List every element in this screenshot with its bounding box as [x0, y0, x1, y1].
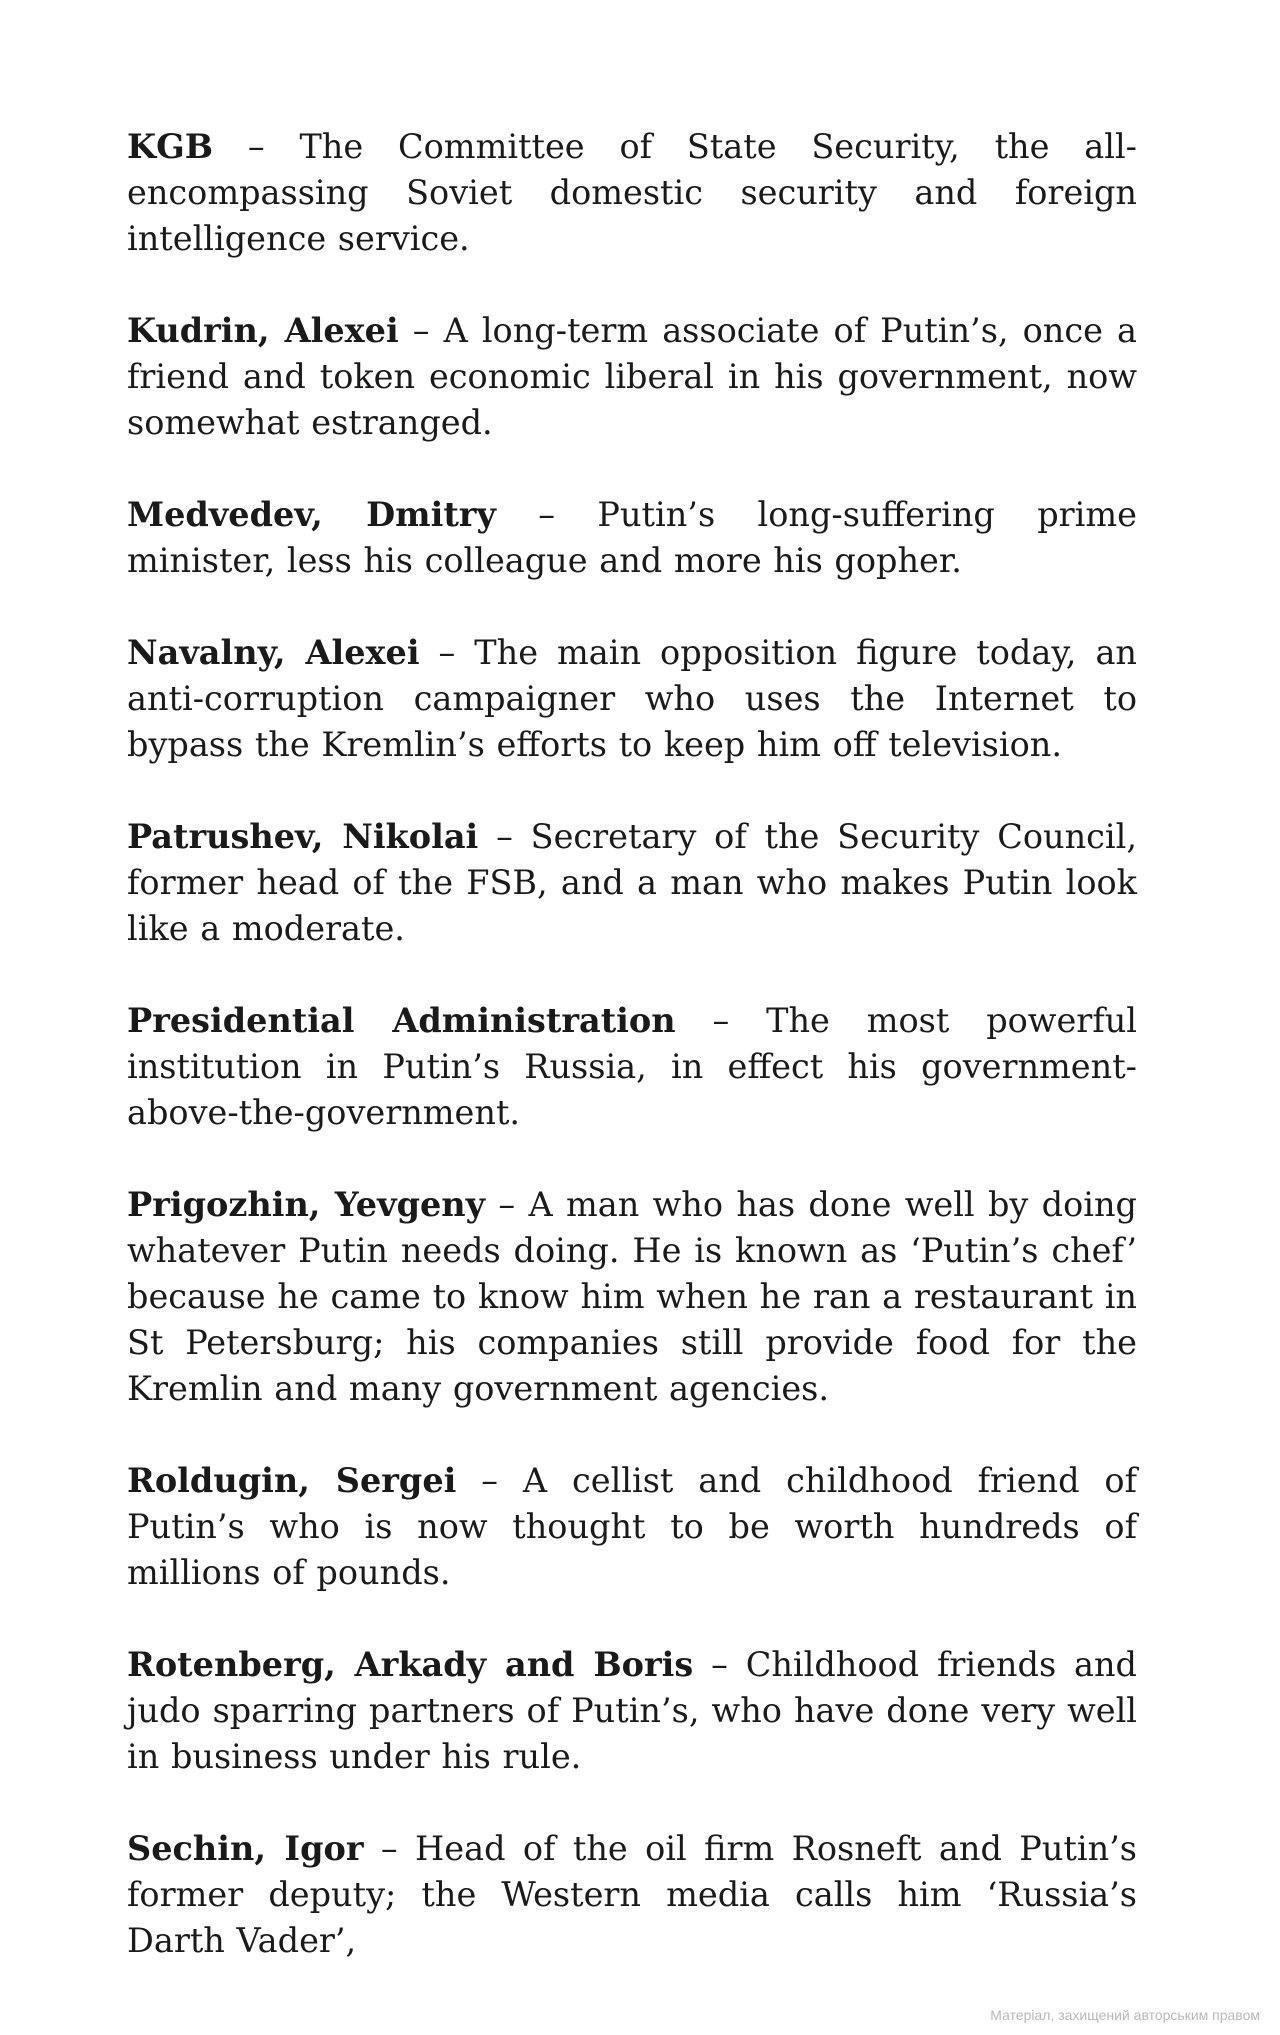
glossary-entry-patrushev	[127, 814, 1137, 952]
entry-definition: – A man who has done well by doing whatever Putin needs doing. He is known as ‘Putin’s chef’ because he came to know him when he ran a restaurant in St Petersburg; his companies still provide food for the Kremlin and many government agencies.	[127, 1185, 1137, 1408]
glossary-page	[127, 124, 1137, 1964]
glossary-entry-sechin	[127, 1826, 1137, 1964]
glossary-entry-medvedev	[127, 492, 1137, 584]
entry-definition: – A cellist and childhood friend of Putin’s who is now thought to be worth hundreds of millions of pounds.	[127, 1461, 1137, 1592]
entry-term: Patrushev, Nikolai	[127, 817, 479, 856]
entry-term: KGB	[127, 127, 214, 166]
glossary-entry-kgb	[127, 124, 1137, 262]
glossary-entry-roldugin	[127, 1458, 1137, 1596]
entry-definition: – Putin’s long-suffering prime minister, less his colleague and more his gopher.	[127, 495, 1137, 580]
entry-term: Medvedev, Dmitry	[127, 495, 496, 534]
glossary-entry-presidential-administration	[127, 998, 1137, 1136]
entry-term: Sechin, Igor	[127, 1829, 364, 1868]
glossary-entry-rotenberg	[127, 1642, 1137, 1780]
glossary-entry-navalny	[127, 630, 1137, 768]
entry-definition: – Childhood friends and judo sparring partners of Putin’s, who have done very well in business under his rule.	[127, 1645, 1137, 1776]
entry-term: Roldugin, Sergei	[127, 1461, 457, 1500]
entry-term: Navalny, Alexei	[127, 633, 420, 672]
entry-definition: – The Committee of State Security, the all-encompassing Soviet domestic security and foreign intelligence service.	[127, 127, 1137, 258]
entry-definition: – The main opposition figure today, an anti-corruption campaigner who uses the Internet to bypass the Kremlin’s efforts to keep him off television.	[127, 633, 1137, 764]
entry-term: Rotenberg, Arkady and Boris	[127, 1645, 694, 1684]
entry-term: Prigozhin, Yevgeny	[127, 1185, 486, 1224]
entry-definition: – Head of the oil firm Rosneft and Putin’s former deputy; the Western media calls him ‘Russia’s Darth Vader’,	[127, 1829, 1137, 1960]
entry-definition: – The most powerful institution in Putin’s Russia, in effect his government-above-the-government.	[127, 1001, 1138, 1132]
entry-term: Presidential Administration	[127, 1001, 676, 1040]
entry-definition: – Secretary of the Security Council, former head of the FSB, and a man who makes Putin look like a moderate.	[127, 817, 1137, 948]
copyright-watermark: Матеріал, захищений авторським правом	[990, 2007, 1260, 2023]
entry-term: Kudrin, Alexei	[127, 311, 399, 350]
entry-definition: – A long-term associate of Putin’s, once a friend and token economic liberal in his government, now somewhat estranged.	[127, 311, 1137, 442]
glossary-entry-prigozhin	[127, 1182, 1137, 1412]
glossary-entry-kudrin	[127, 308, 1137, 446]
